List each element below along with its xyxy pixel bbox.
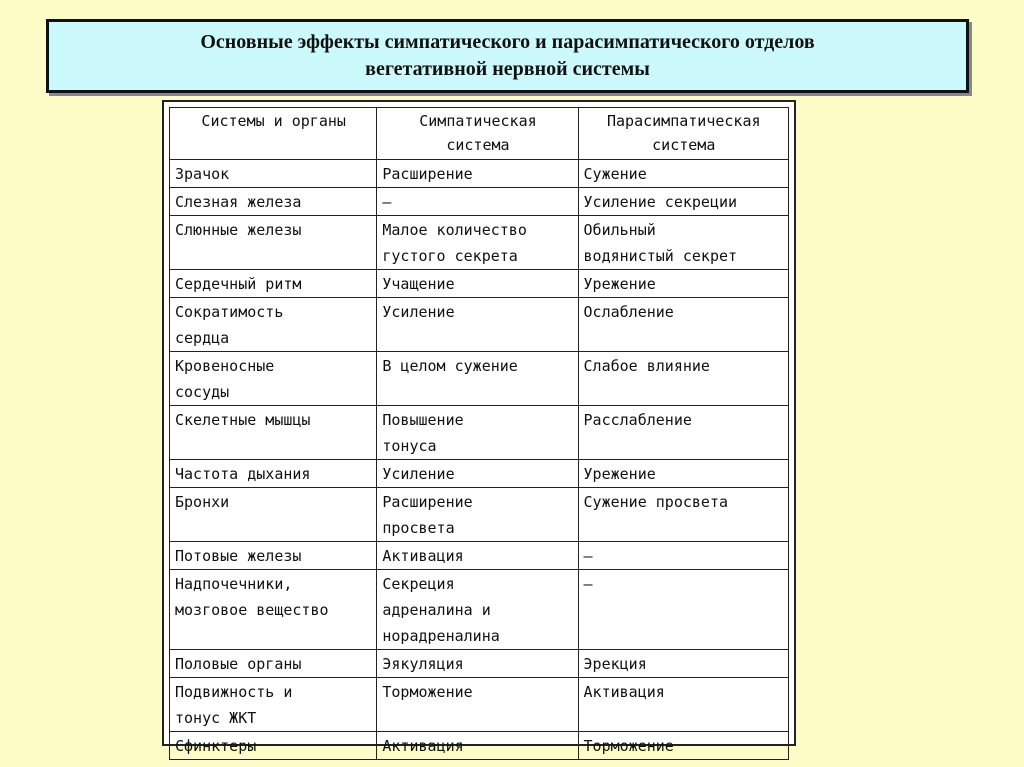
table-header-row xyxy=(170,108,789,160)
cell-text-line: Расширение xyxy=(382,493,473,511)
cell-parasympathetic xyxy=(578,488,788,542)
cell-text-line: — xyxy=(583,547,593,565)
cell-text-line: Повышение xyxy=(382,411,464,429)
cell-parasympathetic xyxy=(578,298,788,352)
cell-text-line: Урежение xyxy=(583,275,656,293)
table-row xyxy=(170,352,789,406)
cell-organ xyxy=(170,216,377,270)
cell-text-line: сосуды xyxy=(175,383,230,401)
table-row xyxy=(170,270,789,298)
slide-title-line-1: Основные эффекты симпатического и парасимпатического отделов xyxy=(200,31,815,53)
cell-parasympathetic xyxy=(578,678,788,732)
cell-organ xyxy=(170,542,377,570)
header-cell-parasympathetic xyxy=(578,108,788,160)
cell-text-line: Торможение xyxy=(382,683,473,701)
cell-text-line: Усиление секреции xyxy=(583,193,738,211)
table-row xyxy=(170,570,789,650)
cell-text-line: Зрачок xyxy=(175,165,230,183)
cell-text-line: водянистый секрет xyxy=(583,247,738,265)
cell-text-line: Слабое влияние xyxy=(583,357,710,375)
cell-text-line: Сужение просвета xyxy=(583,493,729,511)
cell-sympathetic xyxy=(377,352,578,406)
cell-text-line: система xyxy=(446,136,510,154)
cell-text-line: Секреция xyxy=(382,575,455,593)
cell-text-line: сердца xyxy=(175,329,230,347)
cell-text-line: густого секрета xyxy=(382,247,518,265)
cell-text-line: Урежение xyxy=(583,465,656,483)
cell-organ xyxy=(170,732,377,760)
cell-organ xyxy=(170,678,377,732)
cell-text-line: Усиление xyxy=(382,465,455,483)
cell-text-line: адреналина и xyxy=(382,601,491,619)
table-row xyxy=(170,216,789,270)
table-row xyxy=(170,488,789,542)
table-row xyxy=(170,542,789,570)
cell-sympathetic xyxy=(377,188,578,216)
cell-text-line: Подвижность и xyxy=(175,683,293,701)
cell-text-line: Эрекция xyxy=(583,655,647,673)
cell-organ xyxy=(170,570,377,650)
cell-text-line: Малое количество xyxy=(382,221,527,239)
cell-text-line: Частота дыхания xyxy=(175,465,311,483)
cell-text-line: Активация xyxy=(583,683,665,701)
cell-sympathetic xyxy=(377,270,578,298)
cell-text-line: Половые органы xyxy=(175,655,302,673)
cell-text-line: Системы и органы xyxy=(201,112,346,130)
cell-parasympathetic xyxy=(578,270,788,298)
cell-sympathetic xyxy=(377,216,578,270)
table-row xyxy=(170,460,789,488)
cell-text-line: Скелетные мышцы xyxy=(175,411,311,429)
cell-organ xyxy=(170,406,377,460)
cell-text-line: Торможение xyxy=(583,737,674,755)
cell-text-line: Сердечный ритм xyxy=(175,275,302,293)
table-row xyxy=(170,732,789,760)
cell-text-line: Учащение xyxy=(382,275,455,293)
cell-parasympathetic xyxy=(578,188,788,216)
table-row xyxy=(170,650,789,678)
cell-sympathetic xyxy=(377,732,578,760)
cell-parasympathetic xyxy=(578,460,788,488)
cell-text-line: — xyxy=(382,193,392,211)
cell-organ xyxy=(170,488,377,542)
cell-organ xyxy=(170,298,377,352)
slide-title-line-2: вегетативной нервной системы xyxy=(365,58,650,80)
cell-parasympathetic xyxy=(578,352,788,406)
cell-sympathetic xyxy=(377,160,578,188)
cell-text-line: Симпатическая xyxy=(419,112,537,130)
cell-sympathetic xyxy=(377,298,578,352)
cell-sympathetic xyxy=(377,650,578,678)
table-row xyxy=(170,406,789,460)
cell-organ xyxy=(170,270,377,298)
cell-parasympathetic xyxy=(578,542,788,570)
cell-organ xyxy=(170,160,377,188)
cell-text-line: Активация xyxy=(382,547,464,565)
cell-text-line: Сократимость xyxy=(175,303,284,321)
cell-parasympathetic xyxy=(578,570,788,650)
cell-text-line: Эякуляция xyxy=(382,655,464,673)
cell-parasympathetic xyxy=(578,216,788,270)
table-row xyxy=(170,160,789,188)
cell-sympathetic xyxy=(377,460,578,488)
cell-parasympathetic xyxy=(578,406,788,460)
cell-text-line: Обильный xyxy=(583,221,656,239)
cell-organ xyxy=(170,460,377,488)
cell-sympathetic xyxy=(377,488,578,542)
cell-text-line: Сужение xyxy=(583,165,647,183)
cell-parasympathetic xyxy=(578,732,788,760)
effects-table-frame xyxy=(162,100,796,755)
cell-sympathetic xyxy=(377,570,578,650)
cell-text-line: тонуса xyxy=(382,437,437,455)
cell-text-line: тонус ЖКТ xyxy=(175,709,257,727)
cell-text-line: Усиление xyxy=(382,303,455,321)
cell-text-line: Расслабление xyxy=(583,411,692,429)
cell-sympathetic xyxy=(377,542,578,570)
table-row xyxy=(170,298,789,352)
cell-text-line: В целом сужение xyxy=(382,357,518,375)
cell-text-line: мозговое вещество xyxy=(175,601,329,619)
cell-text-line: Парасимпатическая xyxy=(607,112,761,130)
cell-text-line: Потовые железы xyxy=(175,547,302,565)
cell-text-line: — xyxy=(583,575,593,593)
cell-text-line: Расширение xyxy=(382,165,473,183)
cell-parasympathetic xyxy=(578,160,788,188)
header-cell-organ xyxy=(170,108,377,160)
slide-title-box xyxy=(46,19,969,93)
table-row xyxy=(170,188,789,216)
cell-organ xyxy=(170,352,377,406)
cell-text-line: Слезная железа xyxy=(175,193,302,211)
cell-text-line: Бронхи xyxy=(175,493,230,511)
cell-parasympathetic xyxy=(578,650,788,678)
cell-text-line: Кровеносные xyxy=(175,357,275,375)
cell-text-line: норадреналина xyxy=(382,627,500,645)
cell-text-line: Сфинктеры xyxy=(175,737,257,755)
cell-text-line: просвета xyxy=(382,519,455,537)
cell-text-line: Надпочечники, xyxy=(175,575,293,593)
cell-text-line: Слюнные железы xyxy=(175,221,302,239)
cell-organ xyxy=(170,188,377,216)
table-row xyxy=(170,678,789,732)
effects-table xyxy=(169,107,789,760)
cell-text-line: система xyxy=(652,136,716,154)
cell-sympathetic xyxy=(377,678,578,732)
cell-sympathetic xyxy=(377,406,578,460)
cell-organ xyxy=(170,650,377,678)
header-cell-sympathetic xyxy=(377,108,578,160)
cell-text-line: Активация xyxy=(382,737,464,755)
cell-text-line: Ослабление xyxy=(583,303,674,321)
